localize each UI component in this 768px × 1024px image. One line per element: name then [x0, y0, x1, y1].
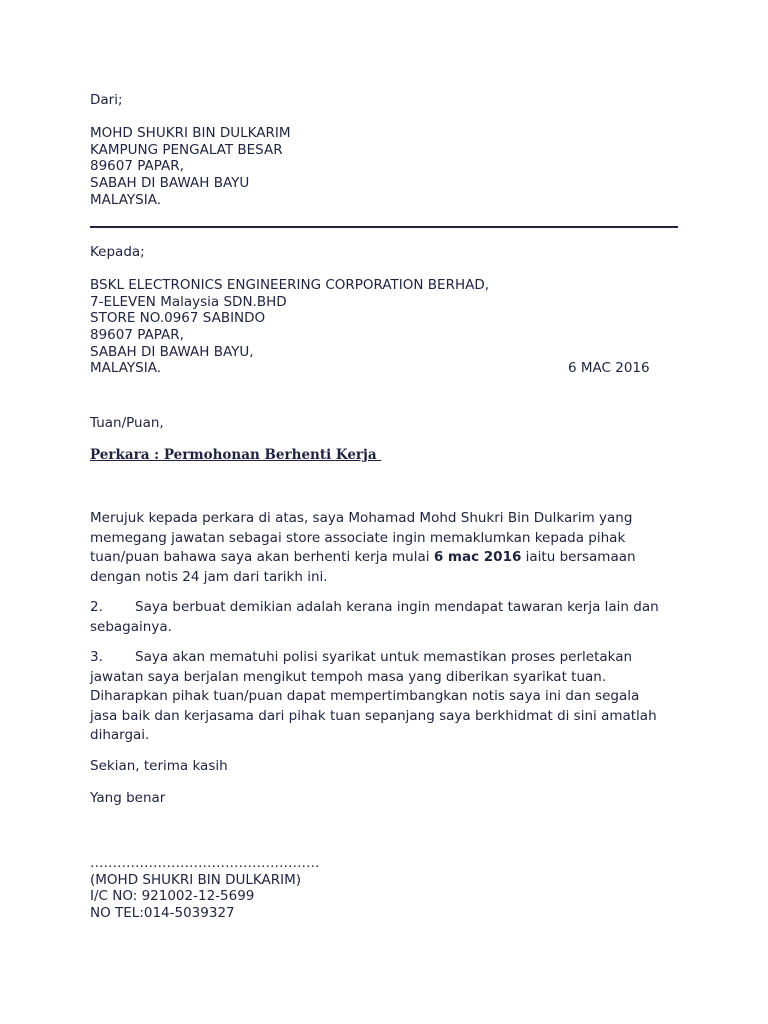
paragraph-line: jawatan saya berjalan mengikut tempoh masa yang diberikan syarikat tuan. — [90, 668, 607, 685]
paragraph-line: Merujuk kepada perkara di atas, saya Mohamad Mohd Shukri Bin Dulkarim yang — [90, 510, 633, 526]
ic-number: I/C NO: 921002-12-5699 — [90, 888, 255, 905]
paragraph-line: dihargai. — [90, 727, 150, 743]
recipient-line: SABAH DI BAWAH BAYU, — [90, 343, 254, 360]
signoff-text: Yang benar — [90, 790, 166, 806]
closing — [90, 758, 228, 775]
paragraph-line: sebagainya. — [90, 618, 172, 635]
salutation — [90, 415, 164, 432]
paragraph-line: Diharapkan pihak tuan/puan dapat mempertimbangkan notis saya ini dan segala — [90, 688, 640, 704]
sender-address-line: MALAYSIA. — [90, 191, 161, 208]
paragraph-text: Saya akan mematuhi polisi syarikat untuk memastikan proses perletakan — [135, 649, 633, 665]
paragraph-line: memegang jawatan sebagai store associate ingin memaklumkan kepada pihak — [90, 529, 626, 546]
recipient-block — [90, 244, 489, 377]
paragraph-line — [90, 548, 636, 568]
recipient-line: STORE NO.0967 SABINDO — [90, 310, 266, 327]
paragraph-number: 3. — [90, 649, 103, 665]
sender-block — [90, 92, 291, 208]
recipient-line: BSKL ELECTRONICS ENGINEERING CORPORATION BERHAD, — [90, 277, 490, 294]
highlighted-date: 6 mac 2016 — [433, 549, 522, 565]
paragraph-number: 2. — [90, 599, 103, 615]
subject-text: Perkara : Permohonan Berhenti Kerja — [90, 447, 382, 463]
phone-number: NO TEL:014-5039327 — [90, 904, 235, 921]
paragraph-text: iaitu bersamaan — [521, 549, 636, 565]
sender-name: MOHD SHUKRI BIN DULKARIM — [90, 125, 291, 142]
paragraph-line — [90, 648, 657, 668]
paragraph-text: tuan/puan bahawa saya akan berhenti kerja mulai — [90, 549, 434, 565]
recipient-line: 7-ELEVEN Malaysia SDN.BHD — [90, 293, 287, 310]
paragraph-line — [90, 598, 659, 618]
signature-dots: …………………………………………… — [90, 855, 320, 871]
recipient-label: Kepada; — [90, 244, 145, 260]
sender-address-line: KAMPUNG PENGALAT BESAR — [90, 141, 283, 158]
paragraph-2 — [90, 598, 659, 637]
paragraph-line: dengan notis 24 jam dari tarikh ini. — [90, 568, 328, 585]
sender-label: Dari; — [90, 92, 123, 108]
divider-line — [90, 226, 678, 228]
recipient-line: MALAYSIA. — [90, 360, 161, 377]
spacer — [90, 109, 291, 126]
sender-address-line: 89607 PAPAR, — [90, 158, 184, 175]
salutation-text: Tuan/Puan, — [90, 415, 164, 431]
spacer — [90, 261, 489, 278]
paragraph-text: Saya berbuat demikian adalah kerana ingin mendapat tawaran kerja lain dan — [135, 599, 659, 615]
sender-address-line: SABAH DI BAWAH BAYU — [90, 174, 250, 191]
paragraph-1 — [90, 509, 636, 587]
recipient-line: 89607 PAPAR, — [90, 326, 184, 343]
letter-date: 6 MAC 2016 — [568, 360, 650, 376]
closing-text: Sekian, terima kasih — [90, 758, 228, 774]
subject-line — [90, 447, 381, 464]
signature-block — [90, 855, 320, 921]
signoff — [90, 790, 165, 807]
paragraph-3 — [90, 648, 657, 746]
paragraph-line: jasa baik dan kerjasama dari pihak tuan sepanjang saya berkhidmat di sini amatlah — [90, 707, 657, 724]
signature-name: (MOHD SHUKRI BIN DULKARIM) — [90, 871, 302, 888]
